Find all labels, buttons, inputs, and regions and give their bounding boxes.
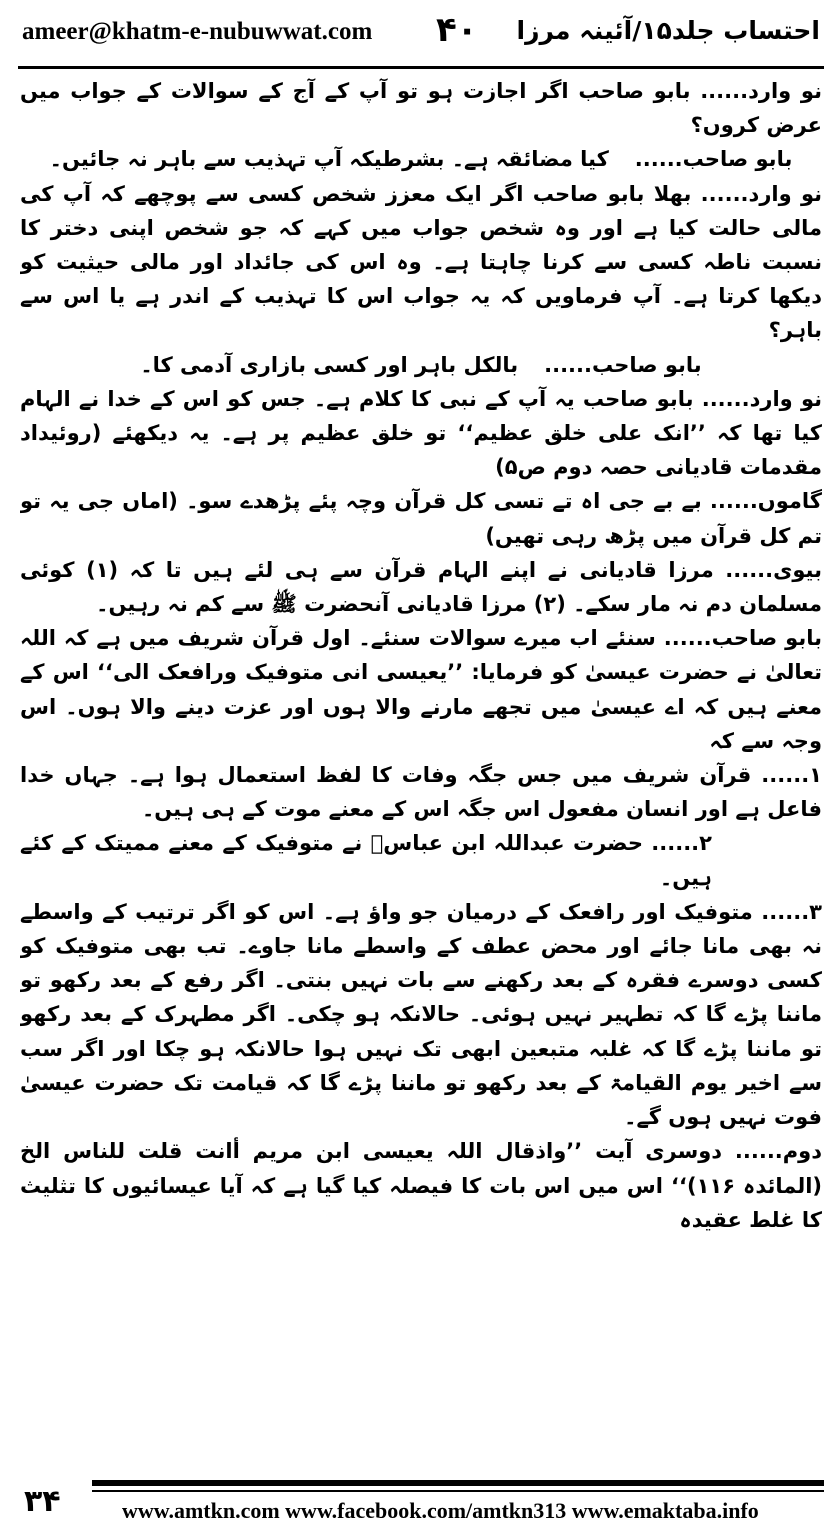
paragraph-3: نو وارد...... بھلا بابو صاحب اگر ایک معزز شخص کسی سے پوچھے کہ آپ کی مالی حالت کیا ہے اور وہ شخص جواب میں کہے کہ جو شخص اپنی دختر کا نسبت ناطہ کسی سے کرنا چاہتا ہے۔ وہ اس کی جائداد اور مالی حیثیت کو دیکھا کرتا ہے۔ آپ فرماویں کہ یہ جواب اس کا تہذیب کے اندر ہے یا اس سے باہر؟	[20, 181, 822, 343]
paragraph-6: گاموں...... بے بے جی اہ تے تسی کل قرآن وچہ پئے پڑھدے سو۔ (اماں جی یہ تو تم کل قرآن میں پڑھ رہی تھیں)	[20, 489, 822, 548]
paragraph-4	[20, 348, 822, 382]
page-footer	[18, 1478, 824, 1534]
paragraph-7: بیوی...... مرزا قادیانی نے اپنے الہام قرآن سے ہی لئے ہیں تا کہ (۱) کوئی مسلمان دم نہ مار سکے۔ (۲) مرزا قادیانی آنحضرت ﷺ سے کم نہ رہیں۔	[20, 557, 822, 617]
header-page-number: ۴۰	[436, 10, 478, 50]
paragraph-12: دوم...... دوسری آیت ’’واذقال اللہ یعیسی ابن مریم أانت قلت للناس الخ (المائدہ ۱۱۶)‘‘ اس میں اس بات کا فیصلہ کیا گیا ہے کہ آیا عیسائیوں کا تثلیث کا غلط عقیدہ	[20, 1139, 822, 1232]
speech-text: کیا مضائقہ ہے۔ بشرطیکہ آپ تہذیب سے باہر نہ جائیں۔	[49, 147, 609, 172]
paragraph-2	[20, 142, 822, 176]
paragraph-11: ۳...... متوفیک اور رافعک کے درمیان جو واؤ ہے۔ اس کو اگر ترتیب کے واسطے نہ بھی مانا جائے اور محض عطف کے واسطے مانا جاوے۔ تب بھی متوفیک کو کسی دوسرے فقرہ کے بعد رکھنے سے بات نہیں بنتی۔ اگر رفع کے بعد رکھو تو ماننا پڑے گا کہ تطہیر نہیں ہوئی۔ حالانکہ ہو چکی۔ اگر مطہرک کے بعد رکھو تو ماننا پڑے گا کہ غلبہ متبعین ابھی تک نہیں ہوا حالانکہ ہو چکا اور اگر سب سے اخیر یوم القیامۃ کے بعد رکھو تو ماننا پڑے گا کہ قیامت تک حضرت عیسیٰ فوت نہیں ہوں گے۔	[20, 899, 822, 1130]
paragraph-8: بابو صاحب...... سنئے اب میرے سوالات سنئے۔ اول قرآن شریف میں ہے کہ اللہ تعالیٰ نے حضرت عیسیٰ کو فرمایا: ’’یعیسی انی متوفیک ورافعک الی‘‘ اس کے معنے ہیں کہ اے عیسیٰ میں تجھے مارنے والا ہوں اور عزت دینے والا ہوں۔ اس وجہ سے کہ	[20, 626, 822, 753]
paragraph-9: ۱...... قرآن شریف میں جس جگہ وفات کا لفظ استعمال ہوا ہے۔ جہاں خدا فاعل ہے اور انسان مفعول اس جگہ اس کے معنے موت کے ہی ہیں۔	[20, 763, 822, 822]
header-title: احتساب جلد۱۵/آئینہ مرزا	[516, 16, 820, 45]
header-email: ameer@khatm-e-nubuwwat.com	[22, 18, 373, 45]
paragraph-5: نو وارد...... بابو صاحب یہ آپ کے نبی کا کلام ہے۔ جس کو اس کے خدا نے الہام کیا تھا کہ ’’انک علی خلق عظیم‘‘ تو خلق عظیم پر ہے۔ یہ دیکھئے (روئیداد مقدمات قادیانی حصہ دوم ص۵)	[20, 386, 822, 480]
footer-rule-thin	[92, 1490, 824, 1492]
speech-text: بالکل باہر اور کسی بازاری آدمی کا۔	[140, 352, 519, 377]
footer-rule-thick	[92, 1480, 824, 1486]
body-text	[20, 74, 822, 1468]
paragraph-1: نو وارد...... بابو صاحب اگر اجازت ہو تو آپ کے آج کے سوالات کے جواب میں عرض کروں؟	[20, 79, 822, 138]
speaker-label: بابو صاحب......	[544, 352, 702, 377]
speaker-label: بابو صاحب......	[634, 147, 793, 172]
page-header	[18, 6, 822, 68]
paragraph-10: ۲...... حضرت عبداللہ ابن عباسؓ نے متوفیک کے معنے ممیتک کے کئے ہیں۔	[20, 831, 712, 890]
header-rule	[18, 66, 824, 69]
footer-links: www.amtkn.com www.facebook.com/amtkn313 www.emaktaba.info	[122, 1498, 759, 1523]
footer-page-number: ۳۴	[24, 1484, 61, 1519]
